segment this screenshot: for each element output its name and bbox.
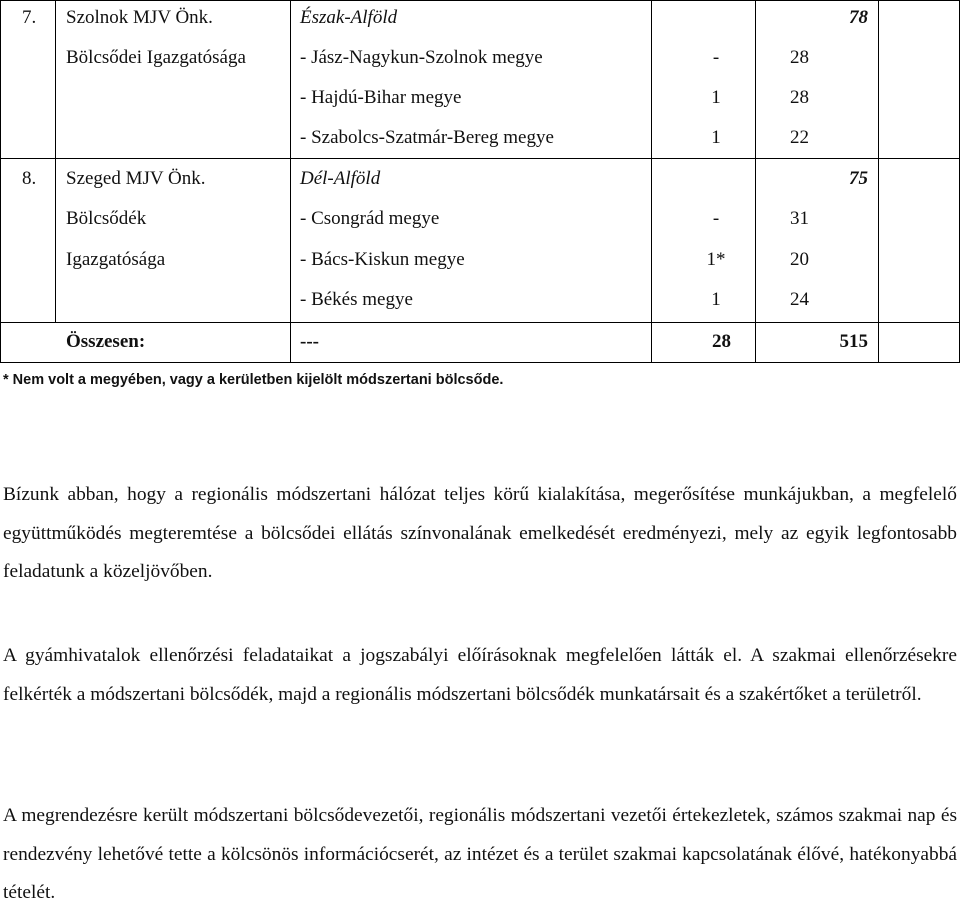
body-paragraph: Bízunk abban, hogy a regionális módszertani hálózat teljes körű kialakítása, megerősítése munkájukban, a megfelelő együttműködés megteremtése a bölcsődei ellátás színvonalának emelkedését eredményezi, mely az egyik legfontosabb feladatunk a közeljövőben. [3, 484, 957, 582]
column-divider [55, 0, 56, 322]
region-name: Dél-Alföld [300, 168, 381, 189]
row-number: 7. [22, 7, 37, 28]
org-name-line: Szeged MJV Önk. [66, 168, 206, 189]
county-name: - Szabolcs-Szatmár-Bereg megye [300, 127, 554, 148]
column-divider [0, 0, 1, 363]
county-count-b: 20 [790, 249, 809, 270]
column-divider [651, 0, 652, 363]
county-count-a: 1 [711, 289, 721, 310]
total-count-b: 515 [839, 331, 868, 352]
table-top-border [0, 0, 960, 1]
county-count-a: 1 [711, 127, 721, 148]
total-dashes: --- [300, 331, 319, 352]
org-name-line: Szolnok MJV Önk. [66, 7, 213, 28]
body-paragraph: A megrendezésre került módszertani bölcsődevezetői, regionális módszertani vezetői értekezletek, számos szakmai nap és rendezvény lehetővé tette a kölcsönös információcserét, az intézet és a terület szakmai kapcsolatának élővé, hatékonyabbá tételét. [3, 805, 957, 903]
org-name-line: Bölcsődei Igazgatósága [66, 47, 246, 68]
table-bottom-border [0, 362, 960, 363]
county-count-b: 31 [790, 208, 809, 229]
region-total: 75 [849, 168, 868, 189]
org-name-line: Bölcsődék [66, 208, 147, 229]
county-name: - Jász-Nagykun-Szolnok megye [300, 47, 543, 68]
org-name-line: Igazgatósága [66, 249, 166, 270]
total-count-a: 28 [712, 331, 731, 352]
county-count-b: 28 [790, 87, 809, 108]
column-divider [755, 0, 756, 363]
region-total: 78 [849, 7, 868, 28]
county-name: - Békés megye [300, 289, 413, 310]
total-label: Összesen: [66, 331, 146, 352]
county-name: - Csongrád megye [300, 208, 440, 229]
county-count-a: 1 [711, 87, 721, 108]
county-count-b: 24 [790, 289, 809, 310]
row-divider [0, 158, 960, 159]
table-footnote: * Nem volt a megyében, vagy a kerületben kijelölt módszertani bölcsőde. [3, 372, 504, 388]
body-paragraph: A gyámhivatalok ellenőrzési feladataikat a jogszabályi előírásoknak megfelelően látták el. A szakmai ellenőrzésekre felkérték a módszertani bölcsődék, majd a regionális módszertani bölcsődék munkatársait és a szakértőket a területről. [3, 645, 957, 705]
column-divider [290, 0, 291, 363]
county-name: - Hajdú-Bihar megye [300, 87, 462, 108]
row-divider [0, 322, 960, 323]
region-name: Észak-Alföld [300, 7, 398, 28]
county-count-a: 1* [706, 249, 726, 270]
county-count-a: - [712, 208, 720, 229]
regional-table [0, 0, 960, 370]
row-number: 8. [22, 168, 37, 189]
county-count-b: 22 [790, 127, 809, 148]
column-divider [878, 0, 879, 363]
county-count-b: 28 [790, 47, 809, 68]
county-count-a: - [712, 47, 720, 68]
county-name: - Bács-Kiskun megye [300, 249, 465, 270]
